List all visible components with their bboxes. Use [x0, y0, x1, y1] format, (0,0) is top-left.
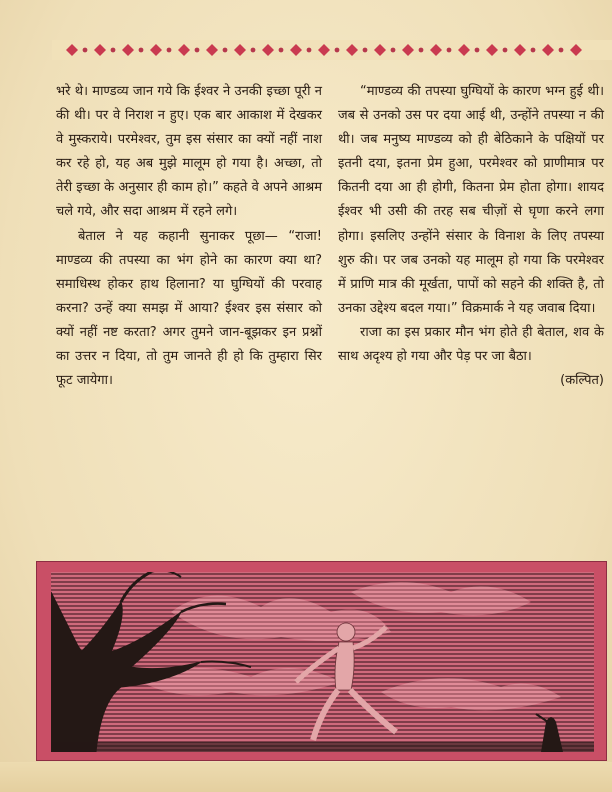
- ornamental-border: [52, 40, 612, 60]
- page-bottom-margin: [0, 762, 612, 792]
- right-paragraph-1: “माण्डव्य की तपस्या घुग्घियों के कारण भग्न हुई थी। जब से उनको उस पर दया आई थी, उन्होंने तपस्या न की थी। जब मनुष्य माण्डव्य को ही बेठिकाने के पक्षियों पर इतनी दया, इतना प्रेम हुआ, परमेश्वर को प्राणीमात्र पर कितनी दया आ ही होगी, कितना प्रेम होता होगा। शायद ईश्वर भी उसी की तरह सब चीज़ों से घृणा करने लगा होगा। इसलिए उन्होंने संसार के विनाश के लिए तपस्या शुरु की। पर जब उनको यह मालूम हो गया कि परमेश्वर में प्राणि मात्र की मूर्खता, पापों को सहने की शक्ति है, तो उनका उद्देश्य बदल गया।” विक्रमार्क ने यह जवाब दिया।: [338, 84, 604, 316]
- story-credit: (कल्पित): [560, 373, 604, 389]
- left-paragraph-2: बेताल ने यह कहानी सुनाकर पूछा— “राजा! माण्डव्य की तपस्या का भंग होने का कारण क्या था? समाधिस्थ होकर हाथ हिलाना? या घुग्घियों की परवाह करना? उन्हें क्या समझ में आया? ईश्वर इस संसार को क्यों नहीं नष्ट करता? अगर तुमने जान-बूझकर इन प्रश्नों का उत्तर न दिया, तो तुम जानते ही हो कि तुम्हारा सिर फूट जायेगा।: [56, 228, 322, 389]
- illustration-drawing: [51, 572, 594, 752]
- right-paragraph-2: राजा का इस प्रकार मौन भंग होते ही बेताल, शव के साथ अदृश्य हो गया और पेड़ पर जा बैठा।: [338, 324, 604, 365]
- ground-line: [51, 742, 594, 752]
- right-column: [338, 80, 604, 393]
- left-column: [56, 80, 322, 393]
- left-paragraph-1: भरे थे। माण्डव्य जान गये कि ईश्वर ने उनकी इच्छा पूरी न की थी। पर वे निराश न हुए। एक बार आकाश में देखकर वे मुस्कराये। परमेश्वर, तुम इस संसार का क्यों नहीं नाश कर रहे हो, यह अब मुझे मालूम हो गया है। अच्छा, तो तेरी इच्छा के अनुसार ही काम हो।” कहते वे अपने आश्रम चले गये, और सदा आश्रम में रहने लगे।: [56, 84, 322, 220]
- story-illustration: [36, 561, 607, 761]
